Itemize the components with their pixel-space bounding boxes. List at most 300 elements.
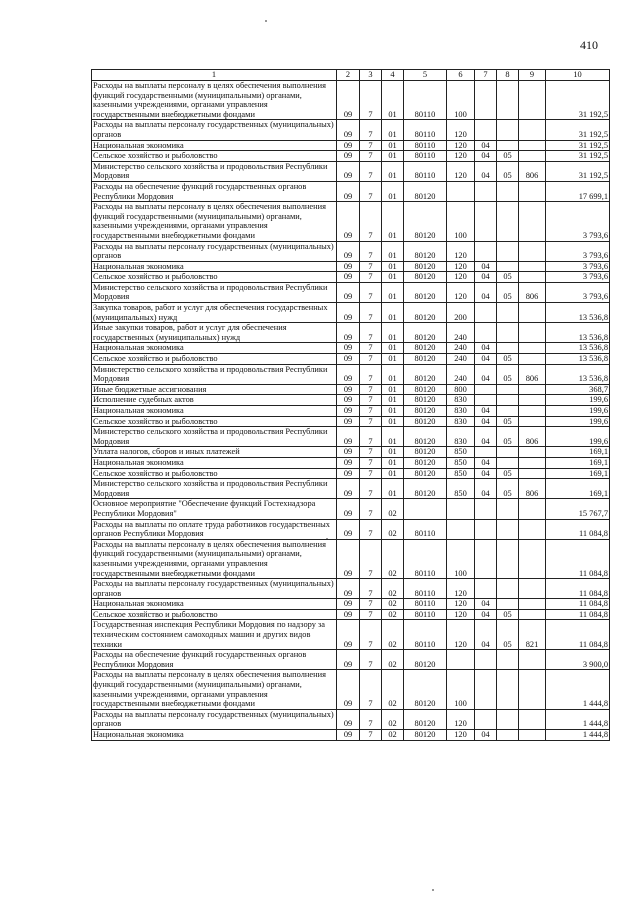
- code-col-4: 01: [382, 343, 404, 354]
- code-col-9: [519, 151, 546, 162]
- row-amount: 31 192,5: [546, 120, 610, 140]
- code-col-4: 01: [382, 272, 404, 283]
- code-col-9: [519, 140, 546, 151]
- code-col-9: [519, 323, 546, 343]
- code-col-6: 830: [447, 406, 475, 417]
- code-col-4: 01: [382, 151, 404, 162]
- table-row: [92, 343, 610, 354]
- code-col-4: 01: [382, 140, 404, 151]
- code-col-5: 80120: [404, 395, 447, 406]
- code-col-2: 09: [337, 539, 360, 578]
- code-col-7: [475, 447, 497, 458]
- row-description: Расходы на выплаты персоналу государственных (муниципальных) органов: [92, 241, 337, 261]
- code-col-3: 7: [360, 364, 382, 384]
- table-row: [92, 479, 610, 499]
- row-description: Министерство сельского хозяйства и продовольствия Республики Мордовия: [92, 282, 337, 302]
- code-col-3: 7: [360, 202, 382, 241]
- code-col-6: 240: [447, 364, 475, 384]
- code-col-9: [519, 81, 546, 120]
- code-col-9: 806: [519, 427, 546, 447]
- code-col-5: 80120: [404, 479, 447, 499]
- scan-speck: [265, 20, 267, 22]
- code-col-5: 80120: [404, 406, 447, 417]
- code-col-5: 80120: [404, 457, 447, 468]
- code-col-3: 7: [360, 120, 382, 140]
- header-cell: 6: [447, 70, 475, 81]
- code-col-7: 04: [475, 406, 497, 417]
- code-col-5: 80120: [404, 303, 447, 323]
- table-row: [92, 282, 610, 302]
- code-col-8: 05: [497, 609, 519, 620]
- row-description: Сельское хозяйство и рыболовство: [92, 416, 337, 427]
- code-col-2: 09: [337, 282, 360, 302]
- row-amount: 11 084,8: [546, 539, 610, 578]
- row-amount: 13 536,8: [546, 364, 610, 384]
- code-col-2: 09: [337, 384, 360, 395]
- code-col-6: 240: [447, 354, 475, 365]
- code-col-9: [519, 609, 546, 620]
- table-row: [92, 620, 610, 650]
- code-col-3: 7: [360, 406, 382, 417]
- code-col-3: 7: [360, 161, 382, 181]
- code-col-7: [475, 241, 497, 261]
- code-col-2: 09: [337, 479, 360, 499]
- code-col-6: 120: [447, 120, 475, 140]
- code-col-5: 80120: [404, 730, 447, 741]
- code-col-8: [497, 457, 519, 468]
- code-col-8: [497, 303, 519, 323]
- row-amount: 1 444,8: [546, 730, 610, 741]
- row-amount: 13 536,8: [546, 303, 610, 323]
- row-description: Сельское хозяйство и рыболовство: [92, 272, 337, 283]
- code-col-8: 05: [497, 282, 519, 302]
- code-col-5: [404, 499, 447, 519]
- code-col-5: 80110: [404, 539, 447, 578]
- code-col-4: 01: [382, 241, 404, 261]
- scan-speck: [432, 889, 434, 891]
- code-col-6: 120: [447, 272, 475, 283]
- code-col-3: 7: [360, 151, 382, 162]
- code-col-6: 120: [447, 599, 475, 610]
- code-col-2: 09: [337, 272, 360, 283]
- code-col-8: [497, 499, 519, 519]
- code-col-9: [519, 468, 546, 479]
- table-row: [92, 457, 610, 468]
- code-col-9: [519, 261, 546, 272]
- code-col-5: 80120: [404, 261, 447, 272]
- code-col-9: [519, 416, 546, 427]
- code-col-7: [475, 519, 497, 539]
- code-col-7: 04: [475, 620, 497, 650]
- page-number: 410: [580, 38, 598, 52]
- code-col-5: 80120: [404, 364, 447, 384]
- code-col-7: 04: [475, 161, 497, 181]
- table-body: [92, 81, 610, 741]
- code-col-7: 04: [475, 140, 497, 151]
- code-col-7: 04: [475, 468, 497, 479]
- code-col-5: 80120: [404, 447, 447, 458]
- code-col-4: 01: [382, 395, 404, 406]
- code-col-5: 80120: [404, 709, 447, 729]
- row-description: Расходы на выплаты персоналу в целях обеспечения выполнения функций государственными (муниципальными) органами, казенными учреждениями, органами управления государственными внебюджетными фондами: [92, 670, 337, 709]
- code-col-8: 05: [497, 479, 519, 499]
- code-col-7: 04: [475, 354, 497, 365]
- row-amount: 3 793,6: [546, 241, 610, 261]
- code-col-2: 09: [337, 323, 360, 343]
- table-row: [92, 416, 610, 427]
- code-col-6: 240: [447, 323, 475, 343]
- row-description: Национальная экономика: [92, 730, 337, 741]
- code-col-2: 09: [337, 670, 360, 709]
- code-col-6: 850: [447, 468, 475, 479]
- code-col-2: 09: [337, 261, 360, 272]
- table-row: [92, 181, 610, 201]
- table-row: [92, 730, 610, 741]
- code-col-9: [519, 599, 546, 610]
- code-col-3: 7: [360, 303, 382, 323]
- code-col-6: 800: [447, 384, 475, 395]
- code-col-7: 04: [475, 343, 497, 354]
- code-col-9: [519, 354, 546, 365]
- code-col-5: 80110: [404, 609, 447, 620]
- code-col-8: 05: [497, 416, 519, 427]
- code-col-6: 850: [447, 447, 475, 458]
- code-col-4: 01: [382, 479, 404, 499]
- row-amount: 3 793,6: [546, 261, 610, 272]
- code-col-8: [497, 323, 519, 343]
- code-col-3: 7: [360, 519, 382, 539]
- table-row: [92, 202, 610, 241]
- table-row: [92, 140, 610, 151]
- code-col-5: 80110: [404, 579, 447, 599]
- code-col-3: 7: [360, 447, 382, 458]
- code-col-8: 05: [497, 620, 519, 650]
- code-col-3: 7: [360, 650, 382, 670]
- code-col-3: 7: [360, 499, 382, 519]
- code-col-7: [475, 709, 497, 729]
- code-col-7: 04: [475, 730, 497, 741]
- code-col-7: [475, 181, 497, 201]
- code-col-2: 09: [337, 364, 360, 384]
- code-col-2: 09: [337, 519, 360, 539]
- code-col-8: [497, 202, 519, 241]
- table-row: [92, 384, 610, 395]
- row-amount: 31 192,5: [546, 140, 610, 151]
- code-col-3: 7: [360, 261, 382, 272]
- code-col-6: [447, 650, 475, 670]
- row-amount: 31 192,5: [546, 161, 610, 181]
- code-col-7: [475, 323, 497, 343]
- code-col-6: 120: [447, 161, 475, 181]
- code-col-5: 80120: [404, 343, 447, 354]
- table-row: [92, 406, 610, 417]
- code-col-9: 821: [519, 620, 546, 650]
- row-amount: 11 084,8: [546, 599, 610, 610]
- code-col-7: [475, 303, 497, 323]
- budget-table: [91, 69, 610, 741]
- code-col-2: 09: [337, 161, 360, 181]
- code-col-2: 09: [337, 181, 360, 201]
- row-amount: 11 084,8: [546, 519, 610, 539]
- code-col-8: [497, 730, 519, 741]
- code-col-2: 09: [337, 354, 360, 365]
- table-row: [92, 120, 610, 140]
- code-col-4: 02: [382, 539, 404, 578]
- code-col-8: [497, 539, 519, 578]
- code-col-6: 100: [447, 81, 475, 120]
- code-col-5: 80110: [404, 120, 447, 140]
- code-col-8: 05: [497, 354, 519, 365]
- code-col-3: 7: [360, 620, 382, 650]
- row-amount: 199,6: [546, 416, 610, 427]
- code-col-3: 7: [360, 384, 382, 395]
- code-col-9: [519, 120, 546, 140]
- code-col-6: 830: [447, 416, 475, 427]
- code-col-8: [497, 181, 519, 201]
- row-description: Сельское хозяйство и рыболовство: [92, 609, 337, 620]
- code-col-6: 120: [447, 241, 475, 261]
- header-cell: 4: [382, 70, 404, 81]
- code-col-4: 02: [382, 709, 404, 729]
- row-description: Расходы на выплаты персоналу государственных (муниципальных) органов: [92, 120, 337, 140]
- code-col-5: 80110: [404, 140, 447, 151]
- code-col-7: 04: [475, 599, 497, 610]
- code-col-4: 01: [382, 416, 404, 427]
- code-col-8: 05: [497, 151, 519, 162]
- code-col-2: 09: [337, 599, 360, 610]
- code-col-9: [519, 539, 546, 578]
- table-row: [92, 650, 610, 670]
- code-col-7: [475, 499, 497, 519]
- code-col-8: [497, 261, 519, 272]
- table-row: [92, 519, 610, 539]
- row-description: Иные бюджетные ассигнования: [92, 384, 337, 395]
- row-amount: 1 444,8: [546, 709, 610, 729]
- code-col-5: 80110: [404, 599, 447, 610]
- code-col-2: 09: [337, 241, 360, 261]
- code-col-9: [519, 202, 546, 241]
- code-col-3: 7: [360, 241, 382, 261]
- code-col-8: [497, 140, 519, 151]
- row-description: Уплата налогов, сборов и иных платежей: [92, 447, 337, 458]
- code-col-7: 04: [475, 427, 497, 447]
- code-col-4: 01: [382, 468, 404, 479]
- code-col-4: 02: [382, 499, 404, 519]
- code-col-8: [497, 650, 519, 670]
- code-col-6: 120: [447, 261, 475, 272]
- code-col-9: [519, 241, 546, 261]
- code-col-3: 7: [360, 395, 382, 406]
- header-cell: 3: [360, 70, 382, 81]
- code-col-7: [475, 579, 497, 599]
- code-col-3: 7: [360, 599, 382, 610]
- code-col-7: 04: [475, 609, 497, 620]
- code-col-5: 80110: [404, 519, 447, 539]
- row-amount: 199,6: [546, 427, 610, 447]
- table-row: [92, 609, 610, 620]
- code-col-5: 80120: [404, 181, 447, 201]
- table-row: [92, 499, 610, 519]
- row-description: Исполнение судебных актов: [92, 395, 337, 406]
- code-col-9: [519, 709, 546, 729]
- code-col-9: [519, 181, 546, 201]
- code-col-3: 7: [360, 140, 382, 151]
- code-col-3: 7: [360, 579, 382, 599]
- code-col-4: 01: [382, 282, 404, 302]
- code-col-5: 80120: [404, 282, 447, 302]
- code-col-3: 7: [360, 479, 382, 499]
- code-col-6: 850: [447, 479, 475, 499]
- code-col-9: [519, 519, 546, 539]
- row-amount: 199,6: [546, 395, 610, 406]
- code-col-9: 806: [519, 479, 546, 499]
- row-amount: 3 793,6: [546, 202, 610, 241]
- code-col-2: 09: [337, 140, 360, 151]
- row-amount: 3 793,6: [546, 282, 610, 302]
- code-col-7: 04: [475, 261, 497, 272]
- row-amount: 169,1: [546, 479, 610, 499]
- code-col-7: 04: [475, 282, 497, 302]
- row-amount: 169,1: [546, 468, 610, 479]
- code-col-4: 01: [382, 161, 404, 181]
- code-col-6: 850: [447, 457, 475, 468]
- row-amount: 31 192,5: [546, 151, 610, 162]
- code-col-7: 04: [475, 364, 497, 384]
- code-col-5: 80120: [404, 416, 447, 427]
- code-col-2: 09: [337, 620, 360, 650]
- code-col-6: 120: [447, 579, 475, 599]
- code-col-8: 05: [497, 427, 519, 447]
- code-col-8: [497, 447, 519, 458]
- header-cell: 5: [404, 70, 447, 81]
- table-row: [92, 303, 610, 323]
- code-col-2: 09: [337, 457, 360, 468]
- header-cell: 2: [337, 70, 360, 81]
- code-col-7: 04: [475, 457, 497, 468]
- code-col-3: 7: [360, 272, 382, 283]
- header-cell: 1: [92, 70, 337, 81]
- code-col-5: 80120: [404, 468, 447, 479]
- code-col-3: 7: [360, 730, 382, 741]
- code-col-3: 7: [360, 181, 382, 201]
- code-col-9: 806: [519, 282, 546, 302]
- code-col-3: 7: [360, 282, 382, 302]
- code-col-8: 05: [497, 364, 519, 384]
- row-description: Сельское хозяйство и рыболовство: [92, 354, 337, 365]
- code-col-6: [447, 181, 475, 201]
- code-col-2: 09: [337, 499, 360, 519]
- code-col-5: 80120: [404, 202, 447, 241]
- header-cell: 10: [546, 70, 610, 81]
- row-description: Расходы на выплаты персоналу в целях обеспечения выполнения функций государственными (муниципальными) органами, казенными учреждениями, органами управления государственными внебюджетными фондами: [92, 81, 337, 120]
- code-col-8: [497, 709, 519, 729]
- code-col-5: 80120: [404, 354, 447, 365]
- code-col-4: 01: [382, 354, 404, 365]
- code-col-5: 80110: [404, 81, 447, 120]
- code-col-7: 04: [475, 416, 497, 427]
- code-col-5: 80110: [404, 620, 447, 650]
- code-col-3: 7: [360, 427, 382, 447]
- code-col-6: 120: [447, 730, 475, 741]
- code-col-8: [497, 241, 519, 261]
- code-col-4: 02: [382, 599, 404, 610]
- code-col-2: 09: [337, 468, 360, 479]
- code-col-4: 01: [382, 364, 404, 384]
- row-description: Министерство сельского хозяйства и продовольствия Республики Мордовия: [92, 161, 337, 181]
- table-row: [92, 468, 610, 479]
- row-amount: 31 192,5: [546, 81, 610, 120]
- row-amount: 13 536,8: [546, 343, 610, 354]
- code-col-3: 7: [360, 354, 382, 365]
- code-col-9: 806: [519, 161, 546, 181]
- code-col-9: [519, 343, 546, 354]
- table-row: [92, 323, 610, 343]
- code-col-7: [475, 539, 497, 578]
- code-col-2: 09: [337, 395, 360, 406]
- row-amount: 368,7: [546, 384, 610, 395]
- code-col-4: 02: [382, 519, 404, 539]
- row-description: Расходы на выплаты по оплате труда работников государственных органов Республики Мордовия: [92, 519, 337, 539]
- table-row: [92, 81, 610, 120]
- code-col-3: 7: [360, 416, 382, 427]
- code-col-8: 05: [497, 468, 519, 479]
- header-cell: 8: [497, 70, 519, 81]
- code-col-7: [475, 670, 497, 709]
- row-description: Расходы на обеспечение функций государственных органов Республики Мордовия: [92, 650, 337, 670]
- code-col-5: 80120: [404, 272, 447, 283]
- code-col-6: 100: [447, 539, 475, 578]
- row-amount: 13 536,8: [546, 323, 610, 343]
- code-col-8: [497, 519, 519, 539]
- code-col-5: 80120: [404, 650, 447, 670]
- code-col-8: [497, 579, 519, 599]
- code-col-6: 830: [447, 395, 475, 406]
- row-description: Расходы на обеспечение функций государственных органов Республики Мордовия: [92, 181, 337, 201]
- code-col-2: 09: [337, 427, 360, 447]
- row-amount: 17 699,1: [546, 181, 610, 201]
- code-col-5: 80120: [404, 670, 447, 709]
- row-amount: 13 536,8: [546, 354, 610, 365]
- code-col-4: 02: [382, 670, 404, 709]
- code-col-6: [447, 499, 475, 519]
- code-col-6: 120: [447, 140, 475, 151]
- row-amount: 169,1: [546, 447, 610, 458]
- code-col-9: [519, 272, 546, 283]
- code-col-6: 120: [447, 620, 475, 650]
- row-description: Национальная экономика: [92, 261, 337, 272]
- row-amount: 169,1: [546, 457, 610, 468]
- code-col-2: 09: [337, 120, 360, 140]
- code-col-8: [497, 395, 519, 406]
- code-col-6: 120: [447, 609, 475, 620]
- code-col-4: 02: [382, 579, 404, 599]
- code-col-4: 01: [382, 384, 404, 395]
- code-col-5: 80110: [404, 151, 447, 162]
- code-col-5: 80120: [404, 323, 447, 343]
- table-row: [92, 161, 610, 181]
- code-col-4: 01: [382, 202, 404, 241]
- code-col-7: [475, 395, 497, 406]
- code-col-2: 09: [337, 202, 360, 241]
- code-col-5: 80110: [404, 161, 447, 181]
- row-amount: 11 084,8: [546, 620, 610, 650]
- code-col-5: 80120: [404, 241, 447, 261]
- row-description: Закупка товаров, работ и услуг для обеспечения государственных (муниципальных) нужд: [92, 303, 337, 323]
- code-col-3: 7: [360, 457, 382, 468]
- table-row: [92, 151, 610, 162]
- row-description: Министерство сельского хозяйства и продовольствия Республики Мордовия: [92, 479, 337, 499]
- table-row: [92, 579, 610, 599]
